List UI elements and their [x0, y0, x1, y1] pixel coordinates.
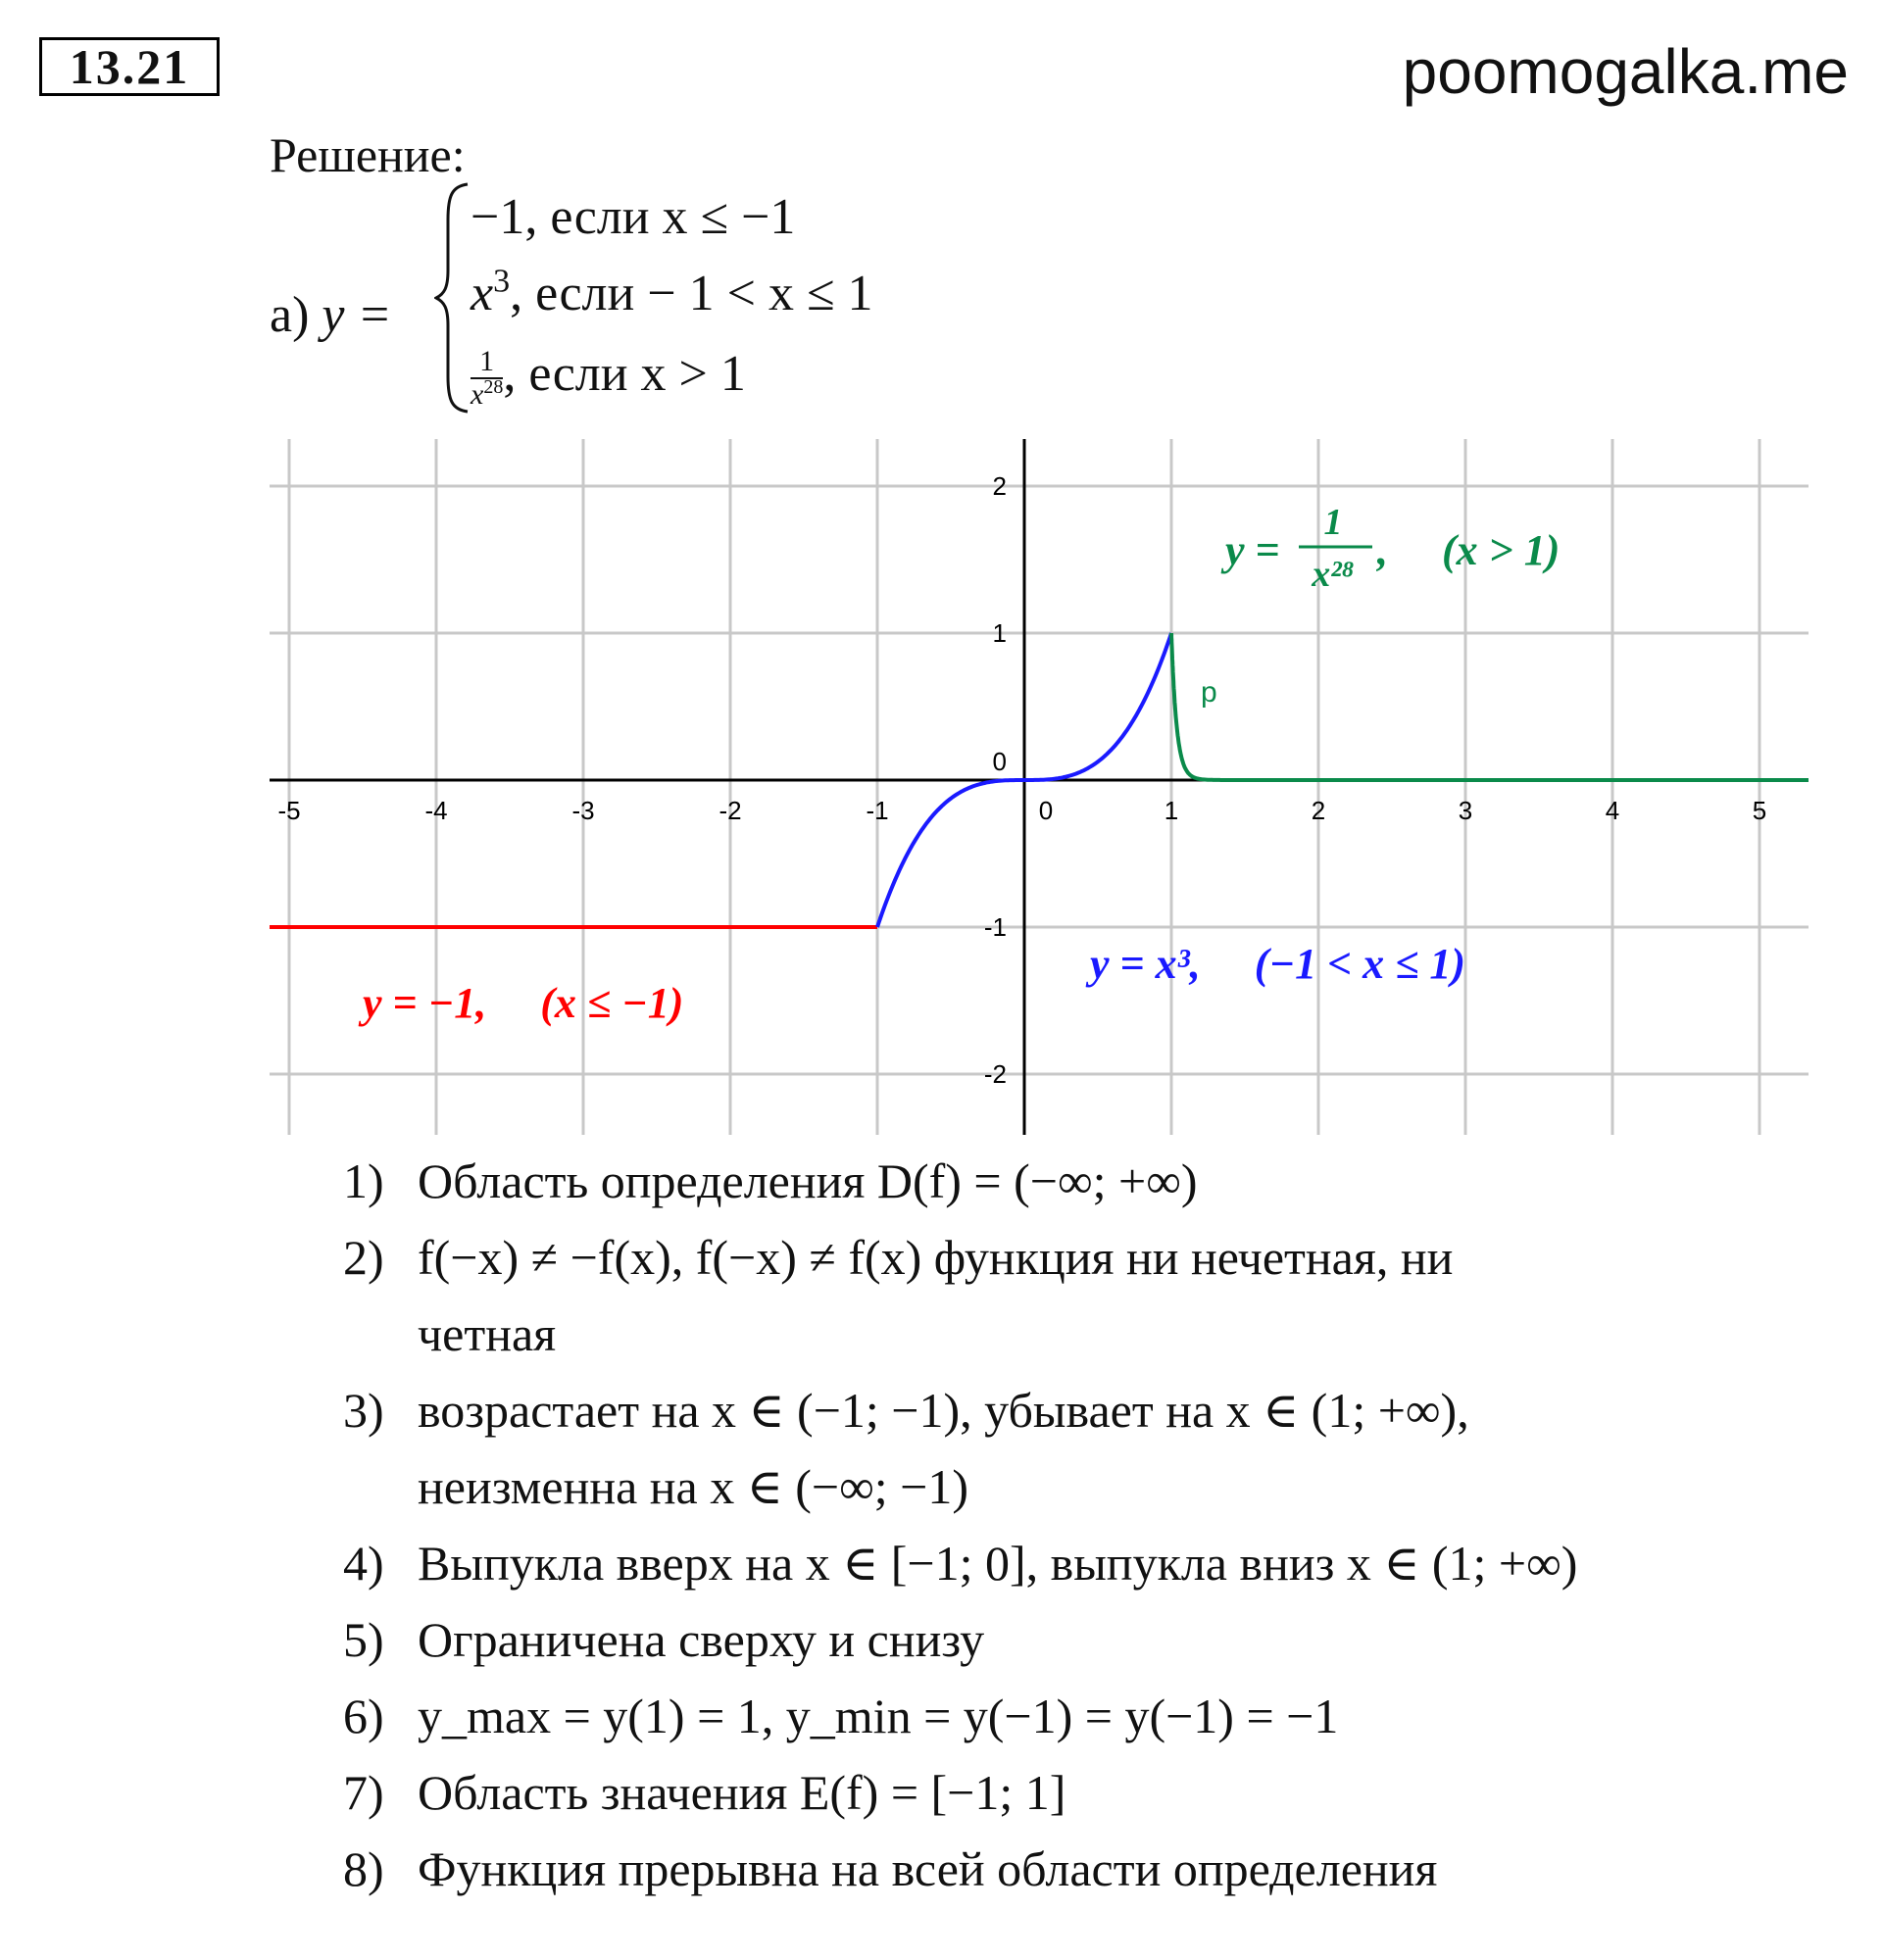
property-item [343, 1754, 1853, 1831]
property-text-continued: четная [418, 1306, 557, 1361]
x-tick-label: 4 [1605, 796, 1620, 825]
properties-list [343, 1143, 1853, 1907]
property-text-continued: неизменна на x ∈ (−∞; −1) [418, 1459, 968, 1514]
property-text: возрастает на x ∈ (−1; −1), убывает на x ∈ (1; +∞), [418, 1383, 1469, 1438]
y-tick-label: 0 [992, 747, 1007, 776]
case2-var: x [471, 266, 494, 321]
x-tick-label: -5 [277, 796, 301, 825]
property-text: Выпукла вверх на x ∈ [−1; 0], выпукла вниз x ∈ (1; +∞) [418, 1536, 1578, 1591]
property-item [343, 1143, 1853, 1219]
formula-case-1: −1, если x ≤ −1 [471, 189, 796, 245]
property-number: 1) [343, 1153, 384, 1208]
x-tick-label: 2 [1311, 796, 1326, 825]
series-y-eq-inv-x28 [1171, 633, 1809, 780]
property-number: 7) [343, 1765, 384, 1820]
property-number: 4) [343, 1536, 384, 1591]
grid [270, 439, 1809, 1135]
x-tick-label: -2 [719, 796, 742, 825]
case3-den: $x^{28}$ [471, 376, 504, 412]
x-tick-label: -4 [424, 796, 448, 825]
x-tick-label: 5 [1752, 796, 1767, 825]
property-item [343, 1678, 1853, 1754]
point-label: p [1201, 676, 1217, 709]
property-text: Область определения D(f) = (−∞; +∞) [418, 1153, 1198, 1208]
function-graph [270, 439, 1809, 1135]
property-number: 3) [343, 1383, 384, 1438]
x-tick-label: 1 [1164, 796, 1179, 825]
case3-rest: , если x > 1 [503, 346, 746, 402]
formula-lhs [270, 286, 392, 345]
property-text: Область значения E(f) = [−1; 1] [418, 1765, 1066, 1820]
label-green-cond: , (x > 1) [1377, 526, 1561, 574]
property-item [343, 1372, 1853, 1525]
label-green-den: x²⁸ [1312, 554, 1355, 595]
property-text: Ограничена сверху и снизу [418, 1612, 985, 1667]
label-blue: y = x³, (−1 < x ≤ 1) [1090, 940, 1465, 988]
property-text: Функция прерывна на всей области определения [418, 1841, 1438, 1896]
label-green [1220, 502, 1560, 595]
formula-var: y = [322, 287, 392, 343]
x-tick-label: 0 [1038, 796, 1054, 825]
x-tick-label: 3 [1458, 796, 1473, 825]
label-green-num: 1 [1323, 502, 1343, 543]
case2-rest: , если − 1 < x ≤ 1 [510, 266, 873, 321]
property-text: f(−x) ≠ −f(x), f(−x) ≠ f(x) функция ни нечетная, ни [418, 1230, 1454, 1285]
problem-number: 13.21 [39, 37, 220, 96]
brace-icon [434, 180, 473, 416]
x-tick-label: -1 [866, 796, 889, 825]
label-green-lhs: y = [1225, 526, 1280, 574]
formula-prefix: а) [270, 287, 310, 343]
property-item [343, 1831, 1853, 1907]
case2-exp: 3 [493, 263, 511, 300]
case3-num: 1 [471, 346, 503, 379]
label-red: y = −1, (x ≤ −1) [363, 979, 684, 1027]
case3-fraction [471, 346, 503, 411]
property-number: 2) [343, 1230, 384, 1285]
property-text: y_max = y(1) = 1, y_min = y(−1) = y(−1) = −1 [418, 1689, 1339, 1743]
y-tick-label: -2 [983, 1059, 1007, 1089]
property-item [343, 1525, 1853, 1601]
property-number: 5) [343, 1612, 384, 1667]
x-tick-label: -3 [571, 796, 595, 825]
y-tick-label: 2 [992, 471, 1007, 501]
piecewise-formula [270, 188, 1015, 433]
y-tick-label: 1 [992, 618, 1007, 648]
case3-den-exp: 28 [483, 376, 504, 399]
property-number: 6) [343, 1689, 384, 1743]
axes [270, 439, 1809, 1135]
site-watermark: poomogalka.me [1402, 36, 1849, 107]
y-tick-label: -1 [983, 912, 1007, 942]
property-item [343, 1601, 1853, 1678]
property-item [343, 1219, 1853, 1372]
formula-case-3 [471, 345, 746, 411]
formula-case-2 [471, 265, 873, 323]
property-number: 8) [343, 1841, 384, 1896]
solution-label: Решение: [270, 127, 466, 182]
